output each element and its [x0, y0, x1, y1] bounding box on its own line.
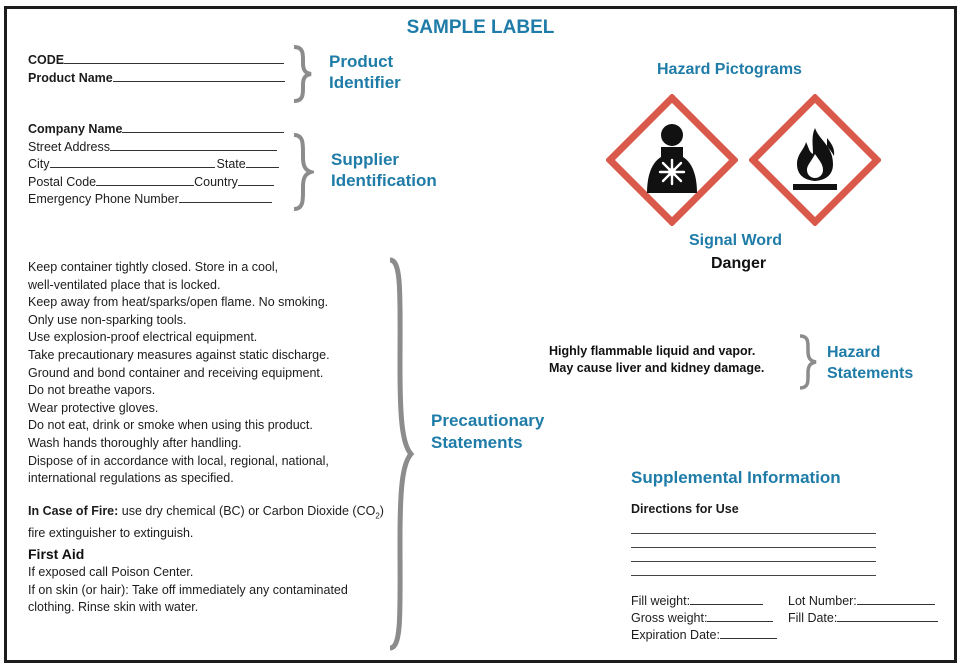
- emergency-phone-label: Emergency Phone Number: [28, 192, 179, 207]
- product-fields: [28, 52, 285, 87]
- country-label: Country: [194, 174, 238, 189]
- hazard-pictograms-heading: Hazard Pictograms: [657, 61, 802, 78]
- directions-line: [631, 575, 876, 576]
- product-name-label: Product Name: [28, 70, 113, 85]
- lot-number-line: [857, 593, 935, 605]
- precautionary-line: Dispose of in accordance with local, regional, national,: [28, 453, 329, 468]
- country-line: [238, 174, 274, 186]
- fire-close: ): [379, 504, 384, 518]
- expiration-date-field: [631, 627, 777, 645]
- precautionary-heading-line2: Statements: [431, 433, 523, 452]
- directions-for-use-label: Directions for Use: [631, 502, 739, 516]
- code-line: [64, 52, 284, 64]
- health-hazard-icon: [606, 94, 738, 226]
- gross-weight-field: [631, 610, 773, 628]
- precautionary-line: international regulations as specified.: [28, 471, 234, 486]
- precautionary-statements-heading: [431, 410, 544, 454]
- supplier-heading-line1: Supplier: [331, 150, 400, 169]
- fill-weight-field: [631, 593, 763, 611]
- supplier-identification-heading: [331, 149, 437, 191]
- product-heading-line2: Identifier: [329, 73, 401, 92]
- state-label: State: [216, 157, 246, 172]
- company-name-label: Company Name: [28, 122, 123, 136]
- hazard-statements: [549, 343, 764, 377]
- precautionary-line: Ground and bond container and receiving equipment.: [28, 365, 324, 380]
- fire-instructions: [28, 503, 384, 543]
- city-label: City: [28, 157, 50, 172]
- signal-word: Danger: [711, 255, 767, 272]
- precautionary-line: Keep container tightly closed. Store in a cool,: [28, 260, 279, 274]
- expiration-date-label: Expiration Date:: [631, 628, 720, 642]
- hazard-heading-line2: Statements: [827, 365, 914, 382]
- fire-subscript: 2: [375, 511, 380, 521]
- hazard-statements-heading: [827, 342, 913, 384]
- expiration-date-line: [720, 627, 777, 639]
- precautionary-brace: [385, 257, 415, 651]
- emergency-phone-line: [179, 191, 272, 203]
- supplier-brace: [290, 133, 314, 211]
- city-line: [50, 156, 215, 168]
- state-line: [246, 156, 279, 168]
- gross-weight-line: [707, 610, 773, 622]
- precautionary-line: Use explosion-proof electrical equipment.: [28, 330, 258, 345]
- fill-date-field: [788, 610, 938, 628]
- hazard-statement-1: Highly flammable liquid and vapor.: [549, 344, 756, 358]
- directions-line: [631, 533, 876, 534]
- fill-weight-line: [690, 593, 763, 605]
- flame-icon: [749, 94, 881, 226]
- sample-label: [4, 6, 957, 663]
- fire-line-2: fire extinguisher to extinguish.: [28, 526, 194, 541]
- directions-line: [631, 561, 876, 562]
- precautionary-statements: [28, 259, 330, 488]
- first-aid-heading: First Aid: [28, 546, 85, 562]
- precautionary-line: Only use non-sparking tools.: [28, 312, 187, 327]
- directions-line: [631, 547, 876, 548]
- first-aid-statements: [28, 564, 348, 617]
- directions-lines: [631, 523, 876, 579]
- fire-bold-label: In Case of Fire:: [28, 504, 119, 518]
- first-aid-line: clothing. Rinse skin with water.: [28, 600, 199, 615]
- hazard-statement-2: May cause liver and kidney damage.: [549, 361, 765, 375]
- hazard-heading-line1: Hazard: [827, 344, 881, 361]
- product-brace: [290, 45, 314, 103]
- hazard-brace: [797, 334, 819, 390]
- gross-weight-label: Gross weight:: [631, 611, 708, 625]
- product-identifier-heading: [329, 51, 401, 93]
- precautionary-line: Do not breathe vapors.: [28, 383, 156, 398]
- fire-line-1: [28, 503, 384, 525]
- signal-word-heading: Signal Word: [689, 232, 783, 249]
- supplemental-information-heading: Supplemental Information: [631, 468, 841, 487]
- fill-weight-label: Fill weight:: [631, 594, 691, 608]
- postal-code-label: Postal Code: [28, 174, 97, 189]
- precautionary-line: Take precautionary measures against static discharge.: [28, 347, 330, 362]
- product-name-line: [113, 70, 285, 82]
- first-aid-line: If on skin (or hair): Take off immediately any contaminated: [28, 582, 348, 597]
- street-address-label: Street Address: [28, 139, 110, 154]
- precautionary-line: Keep away from heat/sparks/open flame. No smoking.: [28, 295, 329, 310]
- postal-code-line: [96, 174, 194, 186]
- precautionary-heading-line1: Precautionary: [431, 411, 545, 430]
- precautionary-line: Wash hands thoroughly after handling.: [28, 435, 242, 450]
- product-heading-line1: Product: [329, 52, 394, 71]
- first-aid-line: If exposed call Poison Center.: [28, 565, 194, 579]
- fire-text: use dry chemical (BC) or Carbon Dioxide (CO: [118, 504, 376, 518]
- fill-date-label: Fill Date:: [788, 611, 838, 625]
- fill-date-line: [837, 610, 938, 622]
- supplier-heading-line2: Identification: [331, 171, 437, 190]
- lot-number-field: [788, 593, 935, 611]
- precautionary-line: well-ventilated place that is locked.: [28, 277, 221, 292]
- street-address-line: [110, 139, 277, 151]
- company-name-line: [122, 121, 284, 133]
- code-label: CODE: [28, 53, 65, 67]
- lot-number-label: Lot Number:: [788, 594, 857, 608]
- label-title: SAMPLE LABEL: [406, 17, 555, 38]
- precautionary-line: Wear protective gloves.: [28, 400, 159, 415]
- precautionary-line: Do not eat, drink or smoke when using this product.: [28, 418, 313, 433]
- supplier-fields: [28, 121, 284, 209]
